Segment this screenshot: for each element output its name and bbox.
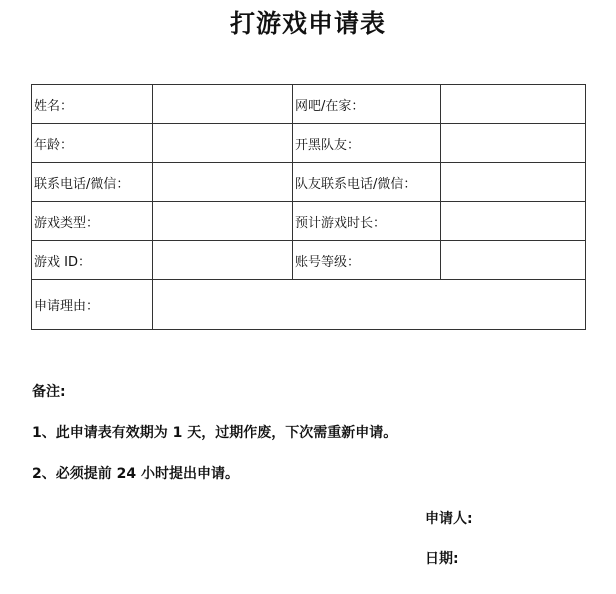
game-id-label: 游戏 ID： [32, 241, 153, 280]
notes-section [32, 380, 397, 503]
teammates-label: 开黑队友： [293, 124, 441, 163]
teammate-contact-field[interactable] [441, 163, 586, 202]
table-row [32, 163, 586, 202]
game-id-field[interactable] [153, 241, 293, 280]
age-field[interactable] [153, 124, 293, 163]
contact-field[interactable] [153, 163, 293, 202]
teammates-field[interactable] [441, 124, 586, 163]
table-row [32, 85, 586, 124]
document-title: 打游戏申请表 [229, 9, 386, 38]
duration-field[interactable] [441, 202, 586, 241]
applicant-signature-label: 申请人: [425, 511, 473, 527]
location-label: 网吧/在家： [293, 85, 441, 124]
game-type-field[interactable] [153, 202, 293, 241]
reason-field[interactable] [153, 280, 586, 330]
contact-label: 联系电话/微信： [32, 163, 153, 202]
table-row [32, 241, 586, 280]
account-level-field[interactable] [441, 241, 586, 280]
name-label: 姓名： [32, 85, 153, 124]
table-row [32, 202, 586, 241]
note-item: 1、此申请表有效期为 1 天，过期作废，下次需重新申请。 [32, 425, 398, 441]
game-type-label: 游戏类型： [32, 202, 153, 241]
name-field[interactable] [153, 85, 293, 124]
application-form-table [31, 84, 586, 330]
notes-heading: 备注: [32, 384, 66, 400]
location-field[interactable] [441, 85, 586, 124]
teammate-contact-label: 队友联系电话/微信： [293, 163, 441, 202]
note-item: 2、必须提前 24 小时提出申请。 [32, 466, 239, 482]
account-level-label: 账号等级： [293, 241, 441, 280]
table-row [32, 124, 586, 163]
duration-label: 预计游戏时长： [293, 202, 441, 241]
table-row [32, 280, 586, 330]
reason-label: 申请理由： [32, 280, 153, 330]
age-label: 年龄： [32, 124, 153, 163]
date-label: 日期: [425, 551, 459, 567]
